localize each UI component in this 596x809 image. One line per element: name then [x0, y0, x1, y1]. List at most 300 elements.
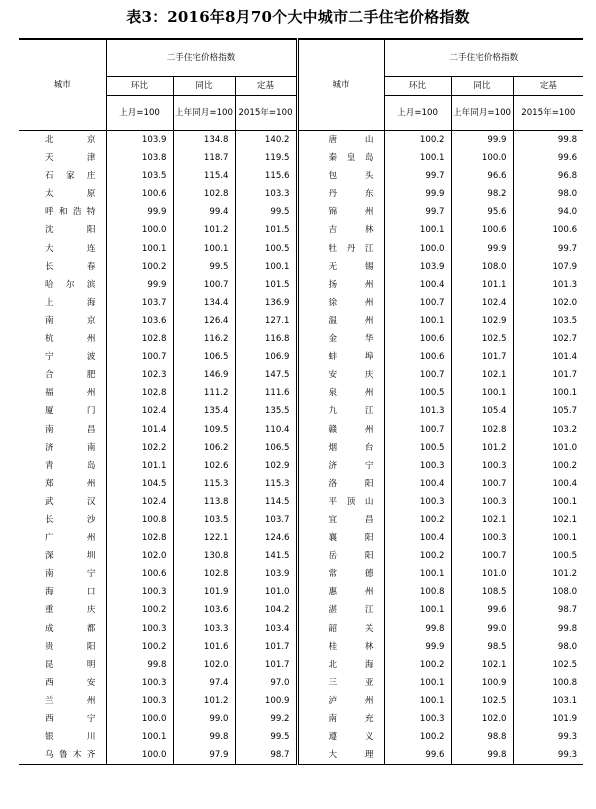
city-left: 杭州: [19, 330, 106, 348]
city-right: 包头: [297, 167, 384, 185]
mom-value-right: 100.2: [384, 547, 451, 565]
yoy-value-left: 103.5: [173, 511, 235, 529]
yoy-value-right: 100.9: [451, 674, 513, 692]
fixed-base-value-right: 99.8: [557, 135, 578, 145]
fixed-base-value-right: 100.4: [552, 478, 578, 489]
mom-value-right: 100.2: [384, 728, 451, 746]
yoy-value-right: 102.1: [451, 656, 513, 674]
city-left: 广州: [19, 529, 106, 547]
fixed-base-value-left: 115.6: [235, 167, 297, 185]
fixed-base-value-left: 106.5: [235, 439, 297, 457]
city-right: 惠州: [297, 583, 384, 601]
yoy-value-right: 102.9: [451, 312, 513, 330]
fixed-base-value-right: 96.8: [557, 171, 578, 182]
fixed-base-value-left: 119.5: [235, 149, 297, 167]
fixed-base-base-right: 2015年=100: [513, 96, 583, 131]
city-left: 沈阳: [19, 221, 106, 239]
fixed-base-value-right: 99.3: [513, 746, 583, 765]
mom-value-left: 99.9: [106, 276, 173, 294]
fixed-base-value-left: 135.5: [235, 402, 297, 420]
city-right: 安庆: [297, 366, 384, 384]
fixed-base-value-right: 99.6: [557, 153, 578, 164]
yoy-value-right: 100.7: [451, 475, 513, 493]
table-row: [19, 149, 583, 167]
mom-value-right: 100.6: [384, 348, 451, 366]
fixed-base-value-left: 97.0: [235, 674, 297, 692]
yoy-value-left: 101.9: [173, 583, 235, 601]
mom-value-right: 100.7: [384, 366, 451, 384]
yoy-value-left: 101.6: [173, 638, 235, 656]
fixed-base-value-right: 101.0: [552, 442, 578, 453]
fixed-base-header-left: 定基: [235, 77, 297, 96]
mom-value-left: 99.8: [106, 656, 173, 674]
yoy-value-left: 106.2: [173, 439, 235, 457]
yoy-value-left: 103.3: [173, 620, 235, 638]
fixed-base-value-right: 99.3: [557, 732, 578, 743]
mom-value-right: 100.5: [384, 439, 451, 457]
yoy-value-right: 102.5: [451, 692, 513, 710]
yoy-value-right: 108.0: [451, 258, 513, 276]
index-group-header-right: 二手住宅价格指数: [384, 39, 583, 77]
fixed-base-value-right: 108.0: [552, 587, 578, 598]
fixed-base-value-left: 124.6: [235, 529, 297, 547]
mom-value-left: 100.3: [106, 583, 173, 601]
yoy-value-right: 101.2: [451, 439, 513, 457]
fixed-base-value-left: 103.7: [235, 511, 297, 529]
fixed-base-value-left: 102.9: [235, 457, 297, 475]
mom-value-left: 103.7: [106, 294, 173, 312]
mom-value-left: 101.1: [106, 457, 173, 475]
yoy-value-left: 111.2: [173, 384, 235, 402]
fixed-base-value-left: 101.7: [235, 638, 297, 656]
mom-value-left: 100.6: [106, 565, 173, 583]
fixed-base-value-right: 100.1: [552, 388, 578, 399]
table-row: [19, 439, 583, 457]
fixed-base-value-right: 103.1: [552, 695, 578, 706]
fixed-base-value-left: 140.2: [235, 131, 297, 150]
yoy-value-left: 99.4: [173, 203, 235, 221]
yoy-value-right: 99.9: [451, 240, 513, 258]
city-left: 福州: [19, 384, 106, 402]
mom-value-right: 100.7: [384, 421, 451, 439]
city-left: 天津: [19, 149, 106, 167]
city-right: 湛江: [297, 601, 384, 619]
city-left: 南京: [19, 312, 106, 330]
fixed-base-value-right: 99.7: [557, 243, 578, 254]
table-row: [19, 203, 583, 221]
fixed-base-value-left: 103.4: [235, 620, 297, 638]
city-left: 重庆: [19, 601, 106, 619]
table-row: [19, 565, 583, 583]
city-right: 常德: [297, 565, 384, 583]
mom-value-right: 100.0: [384, 240, 451, 258]
fixed-base-value-right: 98.0: [557, 189, 578, 200]
fixed-base-value-right: 101.7: [552, 370, 578, 381]
fixed-base-value-left: 106.9: [235, 348, 297, 366]
city-left: 宁波: [19, 348, 106, 366]
city-right: 秦皇岛: [297, 149, 384, 167]
yoy-value-left: 130.8: [173, 547, 235, 565]
mom-value-right: 100.1: [384, 692, 451, 710]
fixed-base-value-left: 101.0: [235, 583, 297, 601]
yoy-value-left: 134.4: [173, 294, 235, 312]
city-right: 温州: [297, 312, 384, 330]
mom-value-right: 100.2: [384, 511, 451, 529]
city-left: 贵阳: [19, 638, 106, 656]
fixed-base-value-left: 116.8: [235, 330, 297, 348]
yoy-value-right: 98.8: [451, 728, 513, 746]
table-row: [19, 276, 583, 294]
price-index-table: [19, 38, 583, 765]
mom-value-left: 100.3: [106, 620, 173, 638]
table-row: [19, 674, 583, 692]
yoy-value-left: 116.2: [173, 330, 235, 348]
city-right: 扬州: [297, 276, 384, 294]
city-right: 三亚: [297, 674, 384, 692]
fixed-base-value-right: 99.8: [557, 623, 578, 634]
mom-value-right: 100.3: [384, 493, 451, 511]
city-left: 银川: [19, 728, 106, 746]
mom-value-left: 100.2: [106, 601, 173, 619]
fixed-base-value-right: 102.1: [552, 514, 578, 525]
fixed-base-value-left: 99.5: [235, 728, 297, 746]
mom-value-right: 100.5: [384, 384, 451, 402]
city-left: 哈尔滨: [19, 276, 106, 294]
mom-value-left: 100.2: [106, 258, 173, 276]
table-row: [19, 240, 583, 258]
mom-value-left: 103.8: [106, 149, 173, 167]
city-right: 吉林: [297, 221, 384, 239]
table-row: [19, 620, 583, 638]
mom-value-left: 102.8: [106, 384, 173, 402]
mom-value-right: 99.7: [384, 167, 451, 185]
table-row: [19, 131, 583, 150]
yoy-value-left: 115.3: [173, 475, 235, 493]
fixed-base-value-right: 100.1: [552, 496, 578, 507]
yoy-value-right: 102.1: [451, 511, 513, 529]
mom-value-right: 100.3: [384, 710, 451, 728]
fixed-base-value-left: 110.4: [235, 421, 297, 439]
fixed-base-value-left: 136.9: [235, 294, 297, 312]
yoy-value-left: 99.8: [173, 728, 235, 746]
mom-value-right: 100.1: [384, 149, 451, 167]
table-title: 表3：2016年8月70个大中城市二手住宅价格指数: [126, 8, 470, 26]
mom-value-left: 102.3: [106, 366, 173, 384]
yoy-value-right: 108.5: [451, 583, 513, 601]
city-right: 洛阳: [297, 475, 384, 493]
yoy-value-right: 102.0: [451, 710, 513, 728]
fixed-base-value-left: 114.5: [235, 493, 297, 511]
mom-value-left: 102.8: [106, 529, 173, 547]
city-right: 烟台: [297, 439, 384, 457]
fixed-base-value-left: 99.2: [235, 710, 297, 728]
city-right: 赣州: [297, 421, 384, 439]
city-left: 西宁: [19, 710, 106, 728]
city-header-left: 城市: [19, 39, 106, 131]
mom-value-left: 100.1: [106, 240, 173, 258]
fixed-base-value-right: 100.1: [552, 533, 578, 544]
fixed-base-value-left: 141.5: [235, 547, 297, 565]
yoy-value-right: 98.2: [451, 185, 513, 203]
city-left: 合肥: [19, 366, 106, 384]
city-right: 韶关: [297, 620, 384, 638]
city-right: 金华: [297, 330, 384, 348]
fixed-base-value-left: 103.9: [235, 565, 297, 583]
mom-value-right: 99.8: [384, 620, 451, 638]
city-left: 太原: [19, 185, 106, 203]
yoy-value-right: 98.5: [451, 638, 513, 656]
city-right: 襄阳: [297, 529, 384, 547]
city-left: 厦门: [19, 402, 106, 420]
mom-value-left: 100.0: [106, 221, 173, 239]
mom-value-right: 100.1: [384, 312, 451, 330]
mom-header-right: 环比: [384, 77, 451, 96]
city-left: 上海: [19, 294, 106, 312]
yoy-value-right: 102.1: [451, 366, 513, 384]
fixed-base-value-right: 105.7: [552, 406, 578, 417]
yoy-header-left: 同比: [173, 77, 235, 96]
city-right: 牡丹江: [297, 240, 384, 258]
city-right: 遵义: [297, 728, 384, 746]
yoy-value-left: 101.2: [173, 692, 235, 710]
city-left: 深圳: [19, 547, 106, 565]
yoy-value-left: 97.4: [173, 674, 235, 692]
yoy-value-right: 100.0: [451, 149, 513, 167]
fixed-base-value-left: 103.3: [235, 185, 297, 203]
yoy-value-left: 109.5: [173, 421, 235, 439]
yoy-value-left: 134.8: [173, 131, 235, 150]
mom-value-right: 99.9: [384, 638, 451, 656]
fixed-base-value-right: 100.2: [552, 460, 578, 471]
yoy-value-left: 100.1: [173, 240, 235, 258]
mom-value-right: 100.2: [384, 656, 451, 674]
yoy-value-left: 106.5: [173, 348, 235, 366]
city-right: 蚌埠: [297, 348, 384, 366]
city-left: 长春: [19, 258, 106, 276]
yoy-value-left: 102.8: [173, 565, 235, 583]
fixed-base-value-right: 101.2: [552, 569, 578, 580]
city-left: 兰州: [19, 692, 106, 710]
yoy-value-left: 102.0: [173, 656, 235, 674]
fixed-base-base-left: 2015年=100: [235, 96, 297, 131]
city-right: 岳阳: [297, 547, 384, 565]
yoy-value-right: 96.6: [451, 167, 513, 185]
yoy-value-left: 118.7: [173, 149, 235, 167]
mom-value-left: 102.2: [106, 439, 173, 457]
table-row: [19, 330, 583, 348]
mom-value-right: 100.7: [384, 294, 451, 312]
city-right: 平顶山: [297, 493, 384, 511]
mom-base-right: 上月=100: [384, 96, 451, 131]
fixed-base-value-right: 100.6: [552, 225, 578, 236]
table-row: [19, 656, 583, 674]
table-row: [19, 421, 583, 439]
table-row: [19, 746, 583, 765]
table-row: [19, 258, 583, 276]
table-row: [19, 475, 583, 493]
yoy-value-left: 103.6: [173, 601, 235, 619]
mom-value-right: 101.3: [384, 402, 451, 420]
yoy-value-left: 122.1: [173, 529, 235, 547]
table-row: [19, 167, 583, 185]
yoy-value-right: 101.7: [451, 348, 513, 366]
yoy-value-right: 100.6: [451, 221, 513, 239]
mom-value-right: 100.3: [384, 457, 451, 475]
fixed-base-value-right: 103.5: [552, 315, 578, 326]
fixed-base-value-right: 94.0: [557, 207, 578, 218]
mom-value-left: 102.0: [106, 547, 173, 565]
table-row: [19, 348, 583, 366]
city-right: 宜昌: [297, 511, 384, 529]
city-left: 大连: [19, 240, 106, 258]
city-left: 成都: [19, 620, 106, 638]
fixed-base-value-right: 107.9: [552, 261, 578, 272]
table-row: [19, 457, 583, 475]
fixed-base-value-left: 101.7: [235, 656, 297, 674]
mom-value-right: 100.1: [384, 674, 451, 692]
city-left: 青岛: [19, 457, 106, 475]
mom-header-left: 环比: [106, 77, 173, 96]
mom-value-left: 100.1: [106, 728, 173, 746]
yoy-value-left: 115.4: [173, 167, 235, 185]
mom-value-left: 100.0: [106, 710, 173, 728]
mom-base-left: 上月=100: [106, 96, 173, 131]
fixed-base-value-right: 102.5: [552, 659, 578, 670]
mom-value-right: 100.1: [384, 601, 451, 619]
mom-value-left: 104.5: [106, 475, 173, 493]
yoy-value-left: 135.4: [173, 402, 235, 420]
fixed-base-value-left: 100.5: [235, 240, 297, 258]
fixed-base-value-right: 98.0: [557, 641, 578, 652]
yoy-value-right: 102.8: [451, 421, 513, 439]
city-right: 唐山: [297, 131, 384, 150]
fixed-base-value-left: 100.1: [235, 258, 297, 276]
table-row: [19, 728, 583, 746]
fixed-base-value-left: 99.5: [235, 203, 297, 221]
fixed-base-value-right: 98.7: [557, 605, 578, 616]
yoy-value-right: 99.8: [451, 746, 513, 765]
city-right: 南充: [297, 710, 384, 728]
city-right: 泸州: [297, 692, 384, 710]
yoy-value-left: 97.9: [173, 746, 235, 765]
city-right: 泉州: [297, 384, 384, 402]
city-left: 长沙: [19, 511, 106, 529]
fixed-base-value-right: 100.8: [552, 677, 578, 688]
fixed-base-header-right: 定基: [513, 77, 583, 96]
fixed-base-value-left: 101.5: [235, 221, 297, 239]
yoy-value-right: 102.5: [451, 330, 513, 348]
fixed-base-value-left: 111.6: [235, 384, 297, 402]
city-right: 济宁: [297, 457, 384, 475]
table-row: [19, 366, 583, 384]
city-left: 石家庄: [19, 167, 106, 185]
yoy-value-left: 102.6: [173, 457, 235, 475]
city-left: 郑州: [19, 475, 106, 493]
city-right: 大理: [297, 746, 384, 765]
yoy-value-left: 102.8: [173, 185, 235, 203]
yoy-value-right: 101.0: [451, 565, 513, 583]
city-right: 丹东: [297, 185, 384, 203]
city-right: 徐州: [297, 294, 384, 312]
table-row: [19, 402, 583, 420]
fixed-base-value-right: 101.9: [552, 714, 578, 724]
fixed-base-value-right: 101.3: [552, 279, 578, 290]
fixed-base-value-left: 104.2: [235, 601, 297, 619]
yoy-value-right: 99.9: [451, 131, 513, 150]
mom-value-left: 103.9: [106, 131, 173, 150]
mom-value-left: 100.3: [106, 674, 173, 692]
fixed-base-value-left: 147.5: [235, 366, 297, 384]
fixed-base-value-left: 100.9: [235, 692, 297, 710]
yoy-value-right: 100.3: [451, 493, 513, 511]
city-left: 北京: [19, 131, 106, 150]
yoy-value-left: 126.4: [173, 312, 235, 330]
table-row: [19, 312, 583, 330]
yoy-value-left: 146.9: [173, 366, 235, 384]
yoy-base-right: 上年同月=100: [451, 96, 513, 131]
yoy-header-right: 同比: [451, 77, 513, 96]
table-row: [19, 294, 583, 312]
fixed-base-value-right: 102.7: [552, 334, 578, 345]
yoy-base-left: 上年同月=100: [173, 96, 235, 131]
yoy-value-right: 99.0: [451, 620, 513, 638]
fixed-base-value-left: 115.3: [235, 475, 297, 493]
city-left: 昆明: [19, 656, 106, 674]
mom-value-right: 99.6: [384, 746, 451, 765]
yoy-value-right: 100.1: [451, 384, 513, 402]
table-row: [19, 493, 583, 511]
yoy-value-left: 99.5: [173, 258, 235, 276]
mom-value-right: 100.1: [384, 565, 451, 583]
yoy-value-left: 101.2: [173, 221, 235, 239]
mom-value-right: 100.1: [384, 221, 451, 239]
city-left: 呼和浩特: [19, 203, 106, 221]
mom-value-left: 100.0: [106, 746, 173, 765]
city-left: 南宁: [19, 565, 106, 583]
mom-value-right: 100.2: [384, 131, 451, 150]
city-left: 济南: [19, 439, 106, 457]
table-row: [19, 583, 583, 601]
fixed-base-value-right: 102.0: [552, 297, 578, 308]
city-left: 海口: [19, 583, 106, 601]
yoy-value-right: 95.6: [451, 203, 513, 221]
fixed-base-value-left: 101.5: [235, 276, 297, 294]
mom-value-left: 102.4: [106, 493, 173, 511]
fixed-base-value-left: 127.1: [235, 312, 297, 330]
mom-value-right: 100.6: [384, 330, 451, 348]
yoy-value-right: 99.6: [451, 601, 513, 619]
mom-value-left: 103.5: [106, 167, 173, 185]
mom-value-right: 100.8: [384, 583, 451, 601]
city-header-right: 城市: [297, 39, 384, 131]
yoy-value-right: 100.3: [451, 457, 513, 475]
city-right: 北海: [297, 656, 384, 674]
mom-value-left: 100.2: [106, 638, 173, 656]
table-row: [19, 547, 583, 565]
fixed-base-value-left: 98.7: [235, 746, 297, 765]
mom-value-left: 99.9: [106, 203, 173, 221]
mom-value-left: 102.4: [106, 402, 173, 420]
mom-value-left: 101.4: [106, 421, 173, 439]
yoy-value-right: 100.3: [451, 529, 513, 547]
mom-value-right: 103.9: [384, 258, 451, 276]
yoy-value-right: 101.1: [451, 276, 513, 294]
mom-value-left: 100.8: [106, 511, 173, 529]
mom-value-left: 103.6: [106, 312, 173, 330]
mom-value-left: 102.8: [106, 330, 173, 348]
table-row: [19, 529, 583, 547]
yoy-value-left: 100.7: [173, 276, 235, 294]
